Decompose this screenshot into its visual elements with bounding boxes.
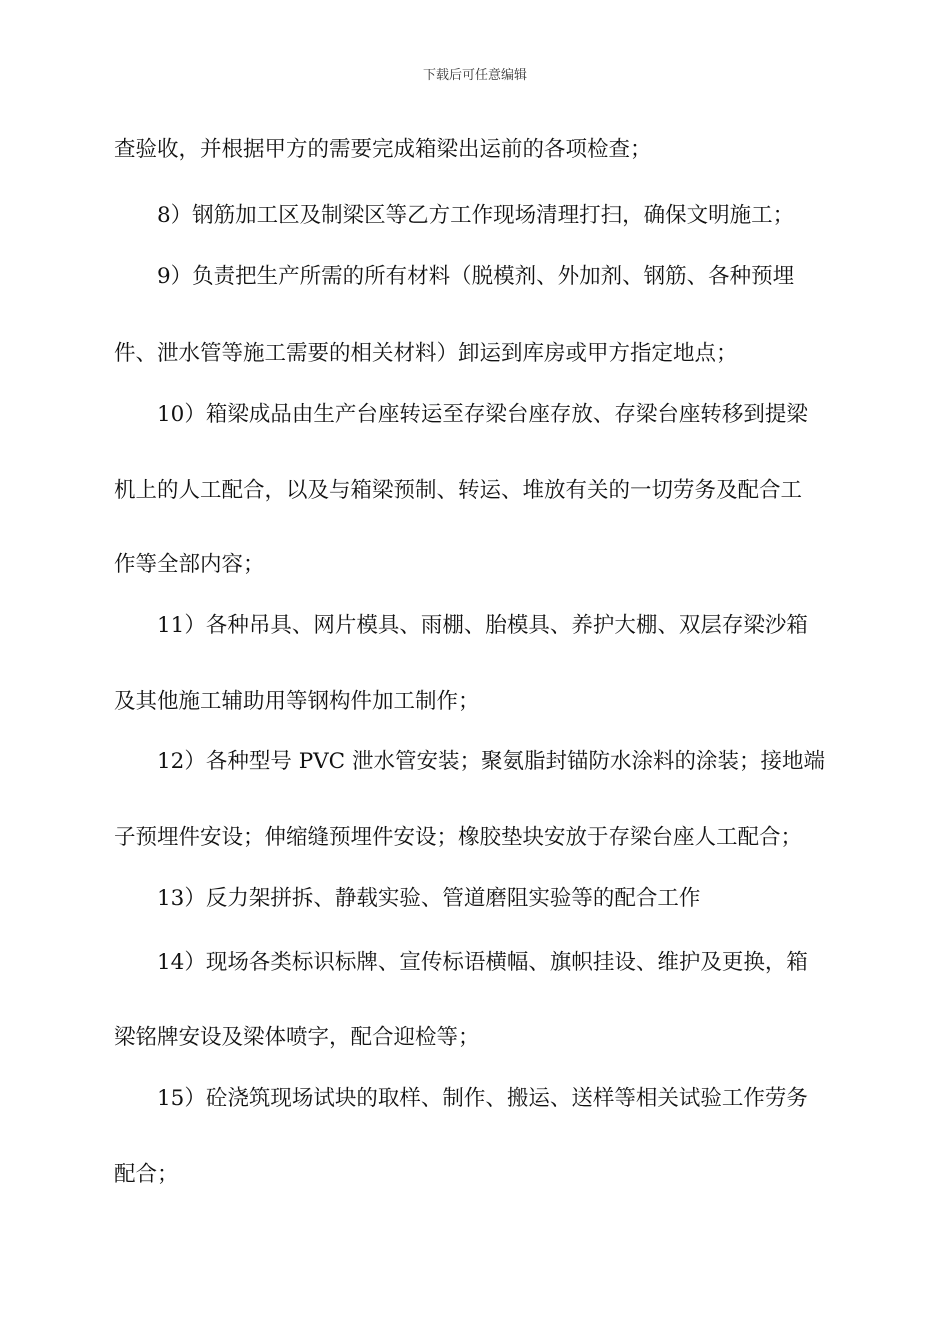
body-line: 件、泄水管等施工需要的相关材料）卸运到库房或甲方指定地点； <box>114 341 738 366</box>
body-line: 11）各种吊具、网片模具、雨棚、胎模具、养护大棚、双层存梁沙箱 <box>157 613 808 638</box>
body-line: 配合； <box>114 1162 179 1187</box>
page-header: 下载后可任意编辑 <box>422 68 527 83</box>
body-line: 9）负责把生产所需的所有材料（脱模剂、外加剂、钢筋、各种预埋 <box>157 264 795 289</box>
body-line: 查验收，并根据甲方的需要完成箱梁出运前的各项检查； <box>114 137 652 162</box>
body-line: 机上的人工配合，以及与箱梁预制、转运、堆放有关的一切劳务及配合工 <box>114 478 803 503</box>
body-line: 12）各种型号 PVC 泄水管安装；聚氨脂封锚防水涂料的涂装；接地端 <box>157 749 825 774</box>
body-line: 及其他施工辅助用等钢构件加工制作； <box>114 689 480 714</box>
body-line: 10）箱梁成品由生产台座转运至存梁台座存放、存梁台座转移到提梁 <box>157 402 808 427</box>
body-line: 13）反力架拼拆、静载实验、管道磨阻实验等的配合工作 <box>157 886 701 911</box>
body-line: 15）砼浇筑现场试块的取样、制作、搬运、送样等相关试验工作劳务 <box>157 1086 808 1111</box>
body-line: 14）现场各类标识标牌、宣传标语横幅、旗帜挂设、维护及更换，箱 <box>157 950 808 975</box>
body-line: 作等全部内容； <box>114 552 265 577</box>
body-line: 梁铭牌安设及梁体喷字，配合迎检等； <box>114 1025 480 1050</box>
body-line: 8）钢筋加工区及制梁区等乙方工作现场清理打扫，确保文明施工； <box>157 203 795 228</box>
body-line: 子预埋件安设；伸缩缝预埋件安设；橡胶垫块安放于存梁台座人工配合； <box>114 825 803 850</box>
